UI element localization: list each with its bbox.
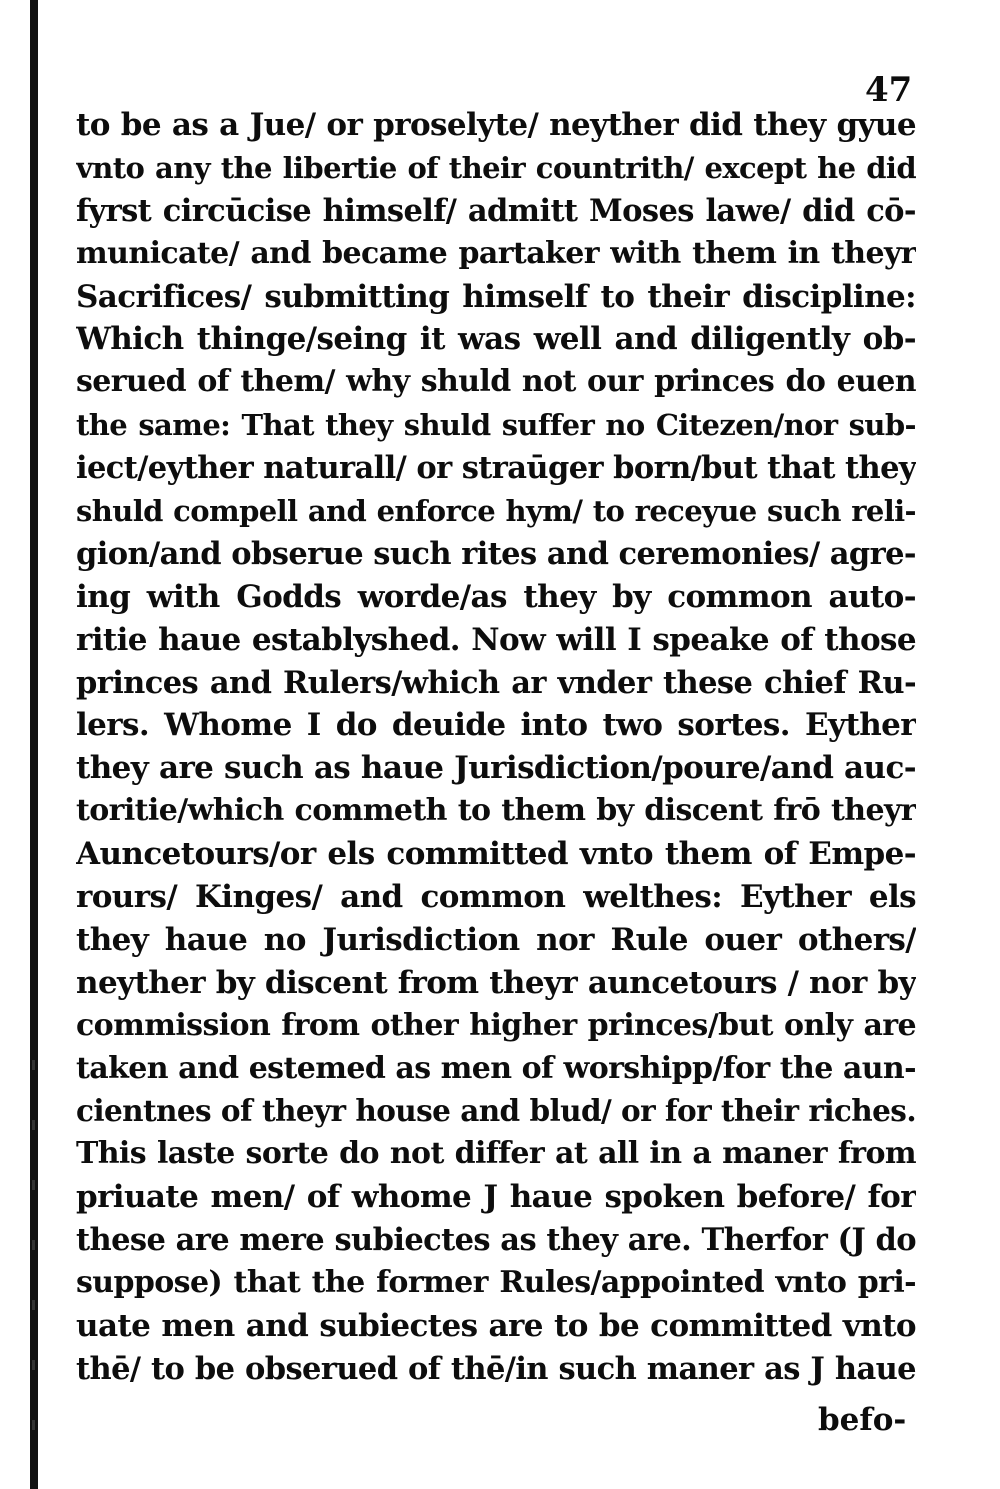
text-line: ing with Godds worde/as they by common auto- <box>76 578 916 615</box>
gutter-speck <box>32 1180 35 1190</box>
text-line: uate men and subiectes are to be committed vnto <box>76 1307 916 1344</box>
text-line: This laste sorte do not differ at all in a maner from <box>76 1136 916 1172</box>
text-line: rours/ Kinges/ and common welthes: Eyther els <box>76 879 916 916</box>
text-line: Which thinge/seing it was well and diligently ob- <box>76 321 916 358</box>
text-line: commission from other higher princes/but only are <box>76 1007 916 1043</box>
text-line: shuld compell and enforce hym/ to receyue such reli- <box>76 494 916 529</box>
text-line: they haue no Jurisdiction nor Rule ouer others/ <box>76 921 916 958</box>
gutter-speck <box>32 1240 35 1250</box>
body-text <box>76 104 916 1391</box>
gutter-speck <box>32 1420 35 1430</box>
text-line: gion/and obserue such rites and ceremonies/ agre- <box>76 535 916 572</box>
text-line: lers. Whome I do deuide into two sortes. Eyther <box>76 707 916 744</box>
text-line: the same: That they shuld suffer no Citezen/nor sub- <box>76 408 916 443</box>
text-line: toritie/which commeth to them by discent frō theyr <box>76 793 916 829</box>
gutter-speck <box>32 1060 35 1070</box>
text-line: Sacrifices/ submitting himself to their discipline: <box>76 278 916 315</box>
text-line: cientnes of theyr house and blud/ or for their riches. <box>76 1093 916 1129</box>
text-line: to be as a Jue/ or proselyte/ neyther did they gyue <box>76 107 916 143</box>
page-number: 47 <box>865 70 913 110</box>
text-line: princes and Rulers/which ar vnder these chief Ru- <box>76 664 916 701</box>
gutter-specks <box>30 1060 38 1460</box>
text-line: these are mere subiectes as they are. Therfor (J do <box>76 1222 916 1259</box>
text-line: municate/ and became partaker with them in theyr <box>76 235 916 271</box>
text-line: they are such as haue Jurisdiction/poure/and auc- <box>76 750 916 787</box>
text-line: serued of them/ why shuld not our princes do euen <box>76 364 916 400</box>
text-line: ritie haue establyshed. Now will I speake of those <box>76 621 916 658</box>
gutter-speck <box>32 1300 35 1310</box>
text-line: priuate men/ of whome J haue spoken before/ for <box>76 1179 916 1216</box>
text-line: thē/ to be obserued of thē/in such maner as J haue <box>76 1350 916 1387</box>
text-line: neyther by discent from theyr auncetours / nor by <box>76 964 916 1001</box>
text-line: vnto any the libertie of their countrith/ except he did <box>76 150 916 185</box>
text-line: taken and estemed as men of worshipp/for the aun- <box>76 1050 916 1086</box>
binding-gutter <box>30 0 38 1489</box>
gutter-speck <box>32 1360 35 1370</box>
text-line: fyrst circūcise himself/ admitt Moses lawe/ did cō- <box>76 192 916 229</box>
gutter-speck <box>32 1120 35 1130</box>
text-line: suppose) that the former Rules/appointed vnto pri- <box>76 1265 916 1301</box>
text-line: iect/eyther naturall/ or straūger born/but that they <box>76 450 916 487</box>
catchword: befo- <box>818 1402 907 1438</box>
text-line: Auncetours/or els committed vnto them of Empe- <box>76 836 916 873</box>
